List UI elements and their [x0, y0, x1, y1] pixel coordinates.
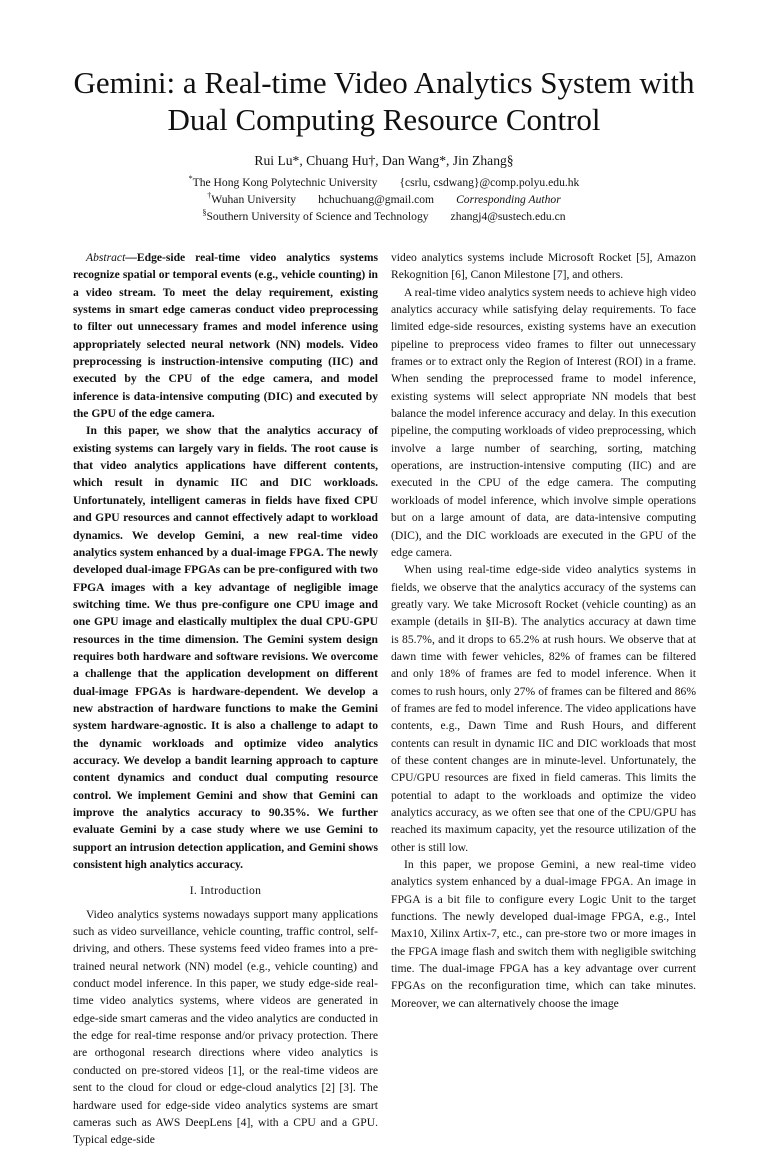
affiliation-1-mark: * — [188, 174, 193, 183]
affiliation-3-email: zhangj4@sustech.edu.cn — [450, 209, 566, 223]
affiliation-1-name: The Hong Kong Polytechnic University — [192, 175, 378, 189]
title-line-1: Gemini: a Real-time Video Analytics System with — [73, 65, 695, 100]
affiliation-3-name: Southern University of Science and Technology — [206, 209, 429, 223]
left-column — [73, 249, 378, 1149]
affiliation-1-contact: {csrlu, csdwang}@comp.polyu.edu.hk — [399, 175, 580, 189]
intro-paragraph-4: In this paper, we propose Gemini, a new real-time video analytics system enhanced by a dual-image FPGA. An image in FPGA is a bit file to configure every Logic Unit to the target functions. The newly developed dual-image FPGA, e.g., Intel Max10, Xilinx Artix-7, etc., can pre-store two or more images in the FPGA image flash and switch them with negligible switching time. The dual-image FPGA has a key advantage over current FPGAs on the reconfiguration time, which can take minutes. Moreover, we can alternatively choose the image — [391, 858, 696, 1010]
affiliation-2-mark: † — [207, 191, 212, 200]
title-line-2: Dual Computing Resource Control — [167, 102, 601, 137]
abstract-paragraph-1: Abstract—Edge-side real-time video analytics systems recognize spatial or temporal events (e.g., vehicle counting) in a video stream. To meet the delay requirement, existing systems in smart edge cameras conduct video preprocessing to filter out unnecessary frames and model inference using appropriately selected neural network (NN) models. Video preprocessing is instruction-intensive computing (IIC) and executed by the CPU of the edge camera, and model inference is data-intensive computing (DIC) and executed by the GPU of the edge camera. — [73, 251, 378, 421]
paper-title — [40, 64, 728, 138]
intro-paragraph-2: A real-time video analytics system needs to achieve high video analytics accuracy while satisfying delay requirements. To face limited edge-side resources, existing systems have an execution pipeline to preprocess video frames to filter out unnecessary frames or to extract only the Region of Interest (ROI) in a frame. When sending the preprocessed frame to model inference, existing systems will select appropriate NN models that best balance the model inference accuracy and delay. In this execution pipeline, the computing workloads of video preprocessing, which involve a large number of searching, sorting, matching operations, are instruction-intensive computing (IIC) and are executed in the CPU of the edge camera. The computing workloads of model inference, which involve simple operations but on a large amount of data, are data-intensive computing (DIC), and the DIC workloads are executed in the GPU of the edge camera. — [391, 285, 697, 559]
affiliation-2-name: Wuhan University — [211, 192, 297, 206]
intro-paragraph-3: When using real-time edge-side video analytics systems in fields, we observe that the analytics accuracy of the systems can greatly vary. We take Microsoft Rocket (vehicle counting) as an example (details in §II-B). The analytics accuracy at dawn time is 85.7%, and it drops to 65.2% at rush hours. We observe that at dawn time with fewer vehicles, 82% of frames can be filtered and only 18% of frames are fed to model inference. When it comes to rush hours, only 27% of frames can be filtered and 86% of frames are fed to model inference. The video applications have contents, e.g., Dawn Time and Rush Hours, and different contents can result in dynamic IIC and DIC workloads that most of these content changes are in minute-level. Unfortunately, the CPU/GPU resources are fixed in field cameras. This limits the potential to adapt to the workloads and optimize the video analytics accuracy, as we often see that one of the CPU/GPU has reached its maximum capacity, yet the resource utilization of the other is still low. — [391, 563, 696, 854]
affiliation-3-mark: § — [202, 208, 207, 217]
section-heading-introduction: I. Introduction — [189, 884, 262, 898]
author-list: Rui Lu*, Chuang Hu†, Dan Wang*, Jin Zhang§ — [254, 153, 514, 168]
abstract-text-1: Edge-side real-time video analytics systems recognize spatial or temporal events (e.g., vehicle counting) in a video stream. To meet the delay requirement, existing systems in smart edge cameras conduct video preprocessing to filter out unnecessary frames and model inference using appropriately selected neural network (NN) models. Video preprocessing is instruction-intensive computing (IIC) and executed by the CPU of the edge camera, and model inference is data-intensive computing (DIC) and executed by the GPU of the edge camera. — [73, 251, 378, 421]
abstract-paragraph-2: In this paper, we show that the analytics accuracy of existing systems can largely vary in fields. The root cause is that video analytics applications have different contents, which result in dynamic IIC and DIC workloads. Unfortunately, intelligent cameras in fields have fixed CPU and GPU resources and cannot effectively adapt to workload dynamics. We develop Gemini, a new real-time video analytics system enhanced by a dual-image FPGA. The newly developed dual-image FPGAs can be pre-configured with two FPGA images with a key advantage of negligible image switching time. We thus pre-configure one CPU image and one GPU image and elastically multiplex the dual CPU-GPU resources in the time dimension. The Gemini system design requires both hardware and software revisions. We overcome a challenge that the application development on different dual-image FPGAs is hardware-dependent. We develop a new abstraction of hardware functions to make the Gemini system hardware-agnostic. It is also a challenge to adapt to the dynamic workloads and optimize video analytics accuracy. We develop a bandit learning approach to capture content dynamics and conduct dual computing resource control. We implement Gemini and show that Gemini can improve the analytics accuracy to 90.35%. We further evaluate Gemini by a case study where we use Gemini to support an intrusion detection application, and Gemini shows consistent high analytics accuracy. — [73, 424, 378, 872]
corresponding-author-note: Corresponding Author — [456, 192, 561, 206]
abstract-lead: Abstract — [86, 251, 126, 264]
affiliation-3 — [60, 205, 708, 225]
intro-paragraph-1: Video analytics systems nowadays support many applications such as video surveillance, vehicle counting, traffic control, self-driving, and others. These systems feed video frames into a pre-trained neural network (NN) model (e.g., vehicle counting) and conduct model inference. In this paper, we study edge-side real-time video analytics systems, where videos are generated in edge-side smart cameras and the video analytics are conducted in the edge for real-time response and/or privacy protection. There are orthogonal research directions where video analytics is conducted on pre-stored videos [1], or the real-time videos are sent to the cloud for cloud or edge-cloud analytics [2] [3]. The hardware used for edge-side video analytics systems are smart cameras such as AWS DeepLens [4], with a CPU and a GPU. Typical edge-side — [73, 907, 378, 1147]
affiliation-2-email: hchuchuang@gmail.com — [318, 192, 435, 206]
right-column — [391, 249, 696, 1012]
intro-paragraph-1-continued: video analytics systems include Microsoft Rocket [5], Amazon Rekognition [6], Canon Milestone [7], and others. — [391, 251, 696, 282]
